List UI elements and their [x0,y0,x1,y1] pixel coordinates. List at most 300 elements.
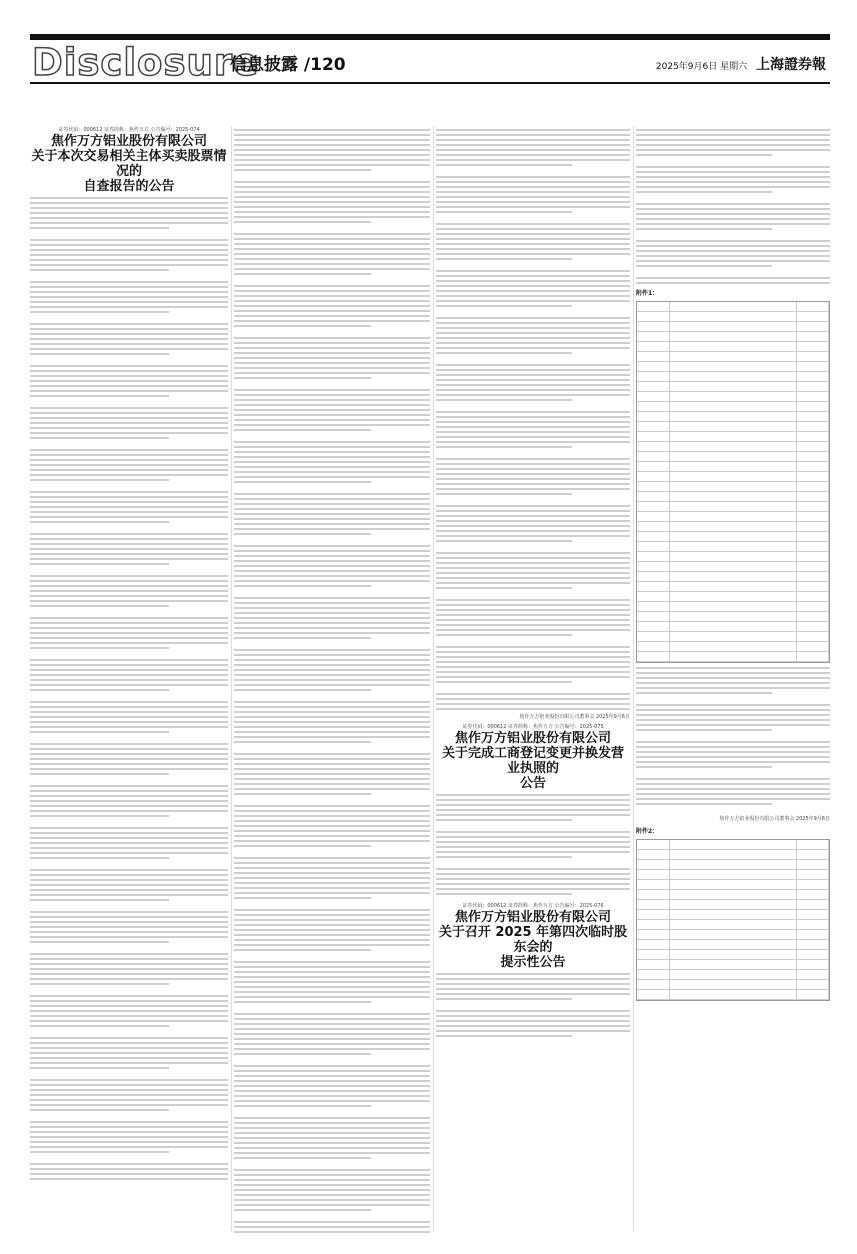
text-line [30,617,228,619]
table-row [637,572,829,582]
text-line [234,731,430,733]
text-line [30,501,228,503]
text-line [234,991,430,993]
text-line [436,856,572,858]
table-cell [797,840,830,849]
text-line [234,1226,430,1228]
text-line [234,508,430,510]
text-line [436,510,630,512]
text-line [234,805,430,807]
table-cell [637,930,670,939]
text-line [436,873,630,875]
text-line [234,914,430,916]
table-cell [670,860,797,869]
text-line [234,862,430,864]
text-line [30,1025,169,1027]
table-cell [637,980,670,989]
text-line [30,963,228,965]
table-row [637,910,829,920]
table-cell [670,870,797,879]
text-line [436,389,630,391]
text-line [30,380,228,382]
text-line [234,476,430,478]
text-line [30,921,228,923]
table-row [637,622,829,632]
text-line [30,827,228,829]
table-cell [797,352,830,361]
table-cell [637,432,670,441]
text-line [234,741,371,743]
text-line [234,181,430,183]
text-line [30,227,169,229]
text-line [234,399,430,401]
text-line [636,203,830,205]
text-line [30,1062,228,1064]
text-line [30,395,169,397]
text-line [234,919,430,921]
text-line [30,805,228,807]
text-line [30,437,169,439]
text-line [436,446,572,448]
text-line [30,689,169,691]
text-line [436,458,630,460]
text-line [30,1057,228,1059]
text-line [436,436,630,438]
text-line [234,315,430,317]
text-line [234,612,430,614]
text-line [234,976,430,978]
text-line [234,585,371,587]
text-line [436,599,630,601]
text-line [30,590,228,592]
text-line [234,1221,430,1223]
text-line [436,540,572,542]
text-line [636,181,830,183]
text-line [436,1030,630,1032]
text-line [234,716,430,718]
text-line [30,454,228,456]
article-title-line: 提示性公告 [500,955,566,970]
text-line [234,1184,430,1186]
text-line [436,973,630,975]
text-line [234,830,430,832]
text-line [30,259,228,261]
table-row [637,352,829,362]
text-line [436,819,572,821]
text-line [234,300,430,302]
table-grid [636,301,830,663]
table-cell [637,880,670,889]
table-cell [797,482,830,491]
text-line [234,429,371,431]
table-row [637,372,829,382]
table-cell [797,452,830,461]
table-cell [797,522,830,531]
table-cell [797,612,830,621]
table-row [637,482,829,492]
table-cell [797,632,830,641]
text-line [234,810,430,812]
text-line [234,362,430,364]
text-line [30,348,228,350]
table-row [637,870,829,880]
text-line [436,888,630,890]
text-line [436,394,630,396]
table-cell [637,472,670,481]
text-line [234,788,430,790]
text-line [30,533,228,535]
text-line [30,1020,228,1022]
text-line [436,841,630,843]
column-divider [433,126,434,1231]
text-line [234,295,430,297]
table-cell [797,652,830,661]
text-line [30,212,228,214]
table-cell [637,492,670,501]
text-line [436,804,630,806]
text-line [30,197,228,199]
text-line [234,773,430,775]
text-line [436,384,630,386]
table-cell [670,542,797,551]
table-row [637,990,829,1000]
table-cell [637,562,670,571]
table-row [637,920,829,930]
text-line [30,1094,228,1096]
text-line [436,478,630,480]
text-line [436,196,630,198]
text-line [234,461,430,463]
text-line [234,337,430,339]
table-cell [637,910,670,919]
table-cell [670,432,797,441]
table-cell [670,552,797,561]
text-line [234,1122,430,1124]
text-line [436,275,630,277]
text-line [30,721,228,723]
text-line [436,379,630,381]
text-line [30,558,228,560]
table-row [637,900,829,910]
text-line [234,939,430,941]
text-line [30,637,228,639]
text-line [30,1163,228,1165]
text-line [436,978,630,980]
text-line [234,1127,430,1129]
text-line [234,971,430,973]
table-row [637,342,829,352]
table-cell [797,900,830,909]
text-line [234,268,430,270]
proposal-table [636,301,830,663]
text-line [436,846,630,848]
text-line [436,211,572,213]
text-line [234,414,430,416]
text-line [30,669,228,671]
text-line [436,661,630,663]
text-line [636,788,830,790]
text-line [234,1152,430,1154]
text-line [30,469,228,471]
text-line [234,996,430,998]
table-cell [797,362,830,371]
text-line [234,352,430,354]
text-line [436,416,630,418]
text-line [30,281,228,283]
text-line [234,607,430,609]
text-line [436,572,630,574]
text-line [234,622,430,624]
table-cell [797,940,830,949]
table-cell [797,312,830,321]
table-cell [797,592,830,601]
text-line [234,528,430,530]
text-line [234,1028,430,1030]
table-cell [797,990,830,999]
table-row [637,402,829,412]
article-title-line: 关于召开 2025 年第四次临时股东会的 [438,925,628,955]
text-line [30,464,228,466]
table-cell [670,422,797,431]
text-line [436,176,630,178]
table-row [637,452,829,462]
text-line [636,756,830,758]
text-line [30,899,169,901]
text-line [234,164,430,166]
text-line [636,766,772,768]
text-line [234,1169,430,1171]
text-line [30,1131,228,1133]
text-line [30,553,228,555]
text-line [30,936,228,938]
text-line [234,602,430,604]
text-line [30,563,169,565]
text-line [436,567,630,569]
text-line [234,285,430,287]
text-line [436,851,630,853]
signature: 焦作万方铝业股份有限公司董事会 2025年9月6日 [719,816,830,822]
text-line [30,585,228,587]
text-line [234,597,430,599]
article-title-line: 公告 [519,776,546,791]
text-line [636,255,830,257]
text-line [436,1020,630,1022]
text-line [436,139,630,141]
article-title-line: 关于完成工商登记变更并换发营业执照的 [441,746,624,776]
text-line [436,836,630,838]
text-line [436,535,630,537]
table-cell [670,482,797,491]
text-line [436,285,630,287]
table-row [637,552,829,562]
text-line [636,714,830,716]
text-line [30,894,228,896]
text-line [234,389,430,391]
text-line [234,1080,430,1082]
text-line [234,1209,371,1211]
text-line [30,968,228,970]
text-line [30,543,228,545]
table-cell [797,462,830,471]
text-line [636,724,830,726]
text-line [636,265,772,267]
text-line [234,471,430,473]
text-line [234,887,430,889]
table-cell [797,412,830,421]
table-cell [670,382,797,391]
table-row [637,612,829,622]
text-line [636,134,830,136]
table-cell [670,572,797,581]
text-line [436,201,630,203]
text-line [436,666,630,668]
text-line [436,305,572,307]
table-row [637,422,829,432]
article-body [436,129,630,710]
text-line [234,1132,430,1134]
text-line [436,809,630,811]
text-line [234,857,430,859]
table-cell [670,652,797,661]
text-line [30,1146,228,1148]
text-line [436,1035,572,1037]
text-line [436,317,630,319]
text-line [234,221,371,223]
table-cell [797,422,830,431]
text-line [30,222,228,224]
text-line [436,364,630,366]
table-row [637,850,829,860]
text-line [234,342,430,344]
text-line [234,575,430,577]
table-cell [637,382,670,391]
text-line [436,411,630,413]
text-line [30,417,228,419]
text-line [30,249,228,251]
text-line [30,837,228,839]
page-header [30,41,830,84]
table-cell [637,860,670,869]
text-line [636,783,830,785]
article-body [636,667,830,812]
text-line [234,1043,430,1045]
text-line [30,1005,228,1007]
text-line [234,201,430,203]
table-cell [637,920,670,929]
text-line [234,1137,430,1139]
text-line [234,659,430,661]
text-line [30,306,228,308]
text-line [234,736,430,738]
text-line [30,857,169,859]
text-line [30,773,169,775]
table-cell [670,342,797,351]
text-line [436,993,630,995]
table-cell [670,312,797,321]
text-line [30,217,228,219]
table-cell [670,642,797,651]
text-line [30,427,228,429]
text-line [436,159,630,161]
text-line [30,1084,228,1086]
article-body [436,973,630,1044]
text-line [436,233,630,235]
text-line [234,1065,430,1067]
text-line [636,793,830,795]
text-line [30,758,228,760]
text-line [30,595,228,597]
table-cell [637,622,670,631]
table-cell [670,840,797,849]
table-cell [637,362,670,371]
text-line [30,474,228,476]
text-line [30,244,228,246]
article-body [636,129,830,284]
text-line [30,879,228,881]
text-line [30,296,228,298]
table-row [637,522,829,532]
text-line [234,701,430,703]
text-line [436,206,630,208]
text-line [234,1018,430,1020]
text-line [436,983,630,985]
text-line [234,934,430,936]
text-line [436,651,630,653]
table-cell [637,652,670,661]
table-row [637,382,829,392]
table-row [637,860,829,870]
text-line [636,729,772,731]
text-line [234,929,430,931]
text-line [30,353,169,355]
text-line [234,1038,430,1040]
text-line [436,149,630,151]
table-cell [670,442,797,451]
table-cell [670,632,797,641]
text-line [30,207,228,209]
table-cell [670,602,797,611]
text-line [30,1136,228,1138]
text-line [436,525,630,527]
text-line [30,800,228,802]
table-row [637,890,829,900]
text-line [234,290,430,292]
table-cell [637,312,670,321]
text-line [30,385,228,387]
text-line [636,260,830,262]
table-cell [670,970,797,979]
text-line [436,463,630,465]
table-row [637,392,829,402]
text-line [436,181,630,183]
table-cell [797,512,830,521]
text-line [436,794,630,796]
table-cell [670,532,797,541]
text-line [436,488,630,490]
table-cell [670,960,797,969]
text-line [234,835,430,837]
table-cell [637,552,670,561]
text-line [436,693,630,695]
table-row [637,412,829,422]
text-line [234,503,430,505]
text-line [234,1105,371,1107]
text-line [636,761,830,763]
text-line [30,884,228,886]
text-line [234,305,430,307]
text-line [636,778,830,780]
text-line [436,656,630,658]
